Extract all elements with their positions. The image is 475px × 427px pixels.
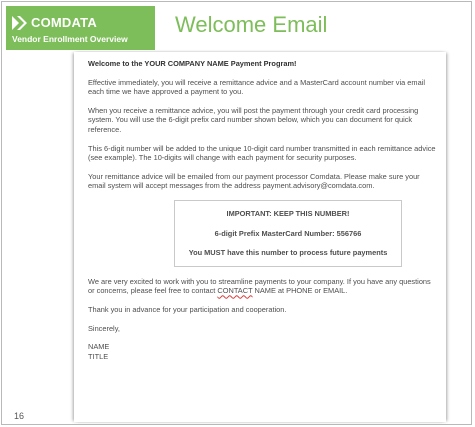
closing-text-start: We are very excited to work with you to streamline payments to your company. If you have any questions or concerns, please feel free to contact <box>88 276 431 296</box>
closing-text-end: NAME at PHONE or EMAIL. <box>252 286 348 296</box>
email-body <box>88 59 438 361</box>
brand-header <box>6 6 155 50</box>
brand-subtitle: Vendor Enrollment Overview <box>12 34 128 44</box>
page-number: 16 <box>14 411 25 421</box>
slide <box>1 1 472 425</box>
comdata-logo-icon <box>12 16 28 30</box>
email-paragraph-4: Your remittance advice will be emailed from our payment processor Comdata. Please make sure your email system will accept messages from the address payment.advisory@comdata.com. <box>88 171 420 191</box>
brand-logo <box>12 15 97 30</box>
email-greeting: Welcome to the YOUR COMPANY NAME Payment Program! <box>88 59 297 68</box>
prefix-number-line: 6-digit Prefix MasterCard Number: 556766 <box>214 228 362 238</box>
important-number-box <box>174 200 402 267</box>
email-document <box>74 52 446 422</box>
signature-block <box>88 342 438 361</box>
signature-title: TITLE <box>88 351 109 361</box>
email-sign-off: Sincerely, <box>88 323 120 333</box>
email-thanks: Thank you in advance for your participation and cooperation. <box>88 304 287 314</box>
email-paragraph-2: When you receive a remittance advice, you will post the payment through your credit card processing system. You will use the 6-digit prefix card number shown below, which you can document for quick reference. <box>88 105 419 134</box>
email-paragraph-1: Effective immediately, you will receive a remittance advice and a MasterCard account number via email each time we have approved a payment to you. <box>88 77 425 97</box>
signature-name: NAME <box>88 342 110 352</box>
brand-name: COMDATA <box>31 15 97 30</box>
email-paragraph-3: This 6-digit number will be added to the unique 10-digit card number transmitted in each remittance advice (see example). The 10-digits will change with each payment for security purposes. <box>88 143 436 163</box>
important-heading: IMPORTANT: KEEP THIS NUMBER! <box>226 208 350 218</box>
email-closing-paragraph <box>88 277 438 296</box>
contact-placeholder: CONTACT <box>217 286 253 296</box>
must-have-line: You MUST have this number to process future payments <box>188 248 388 258</box>
slide-title: Welcome Email <box>175 12 328 37</box>
